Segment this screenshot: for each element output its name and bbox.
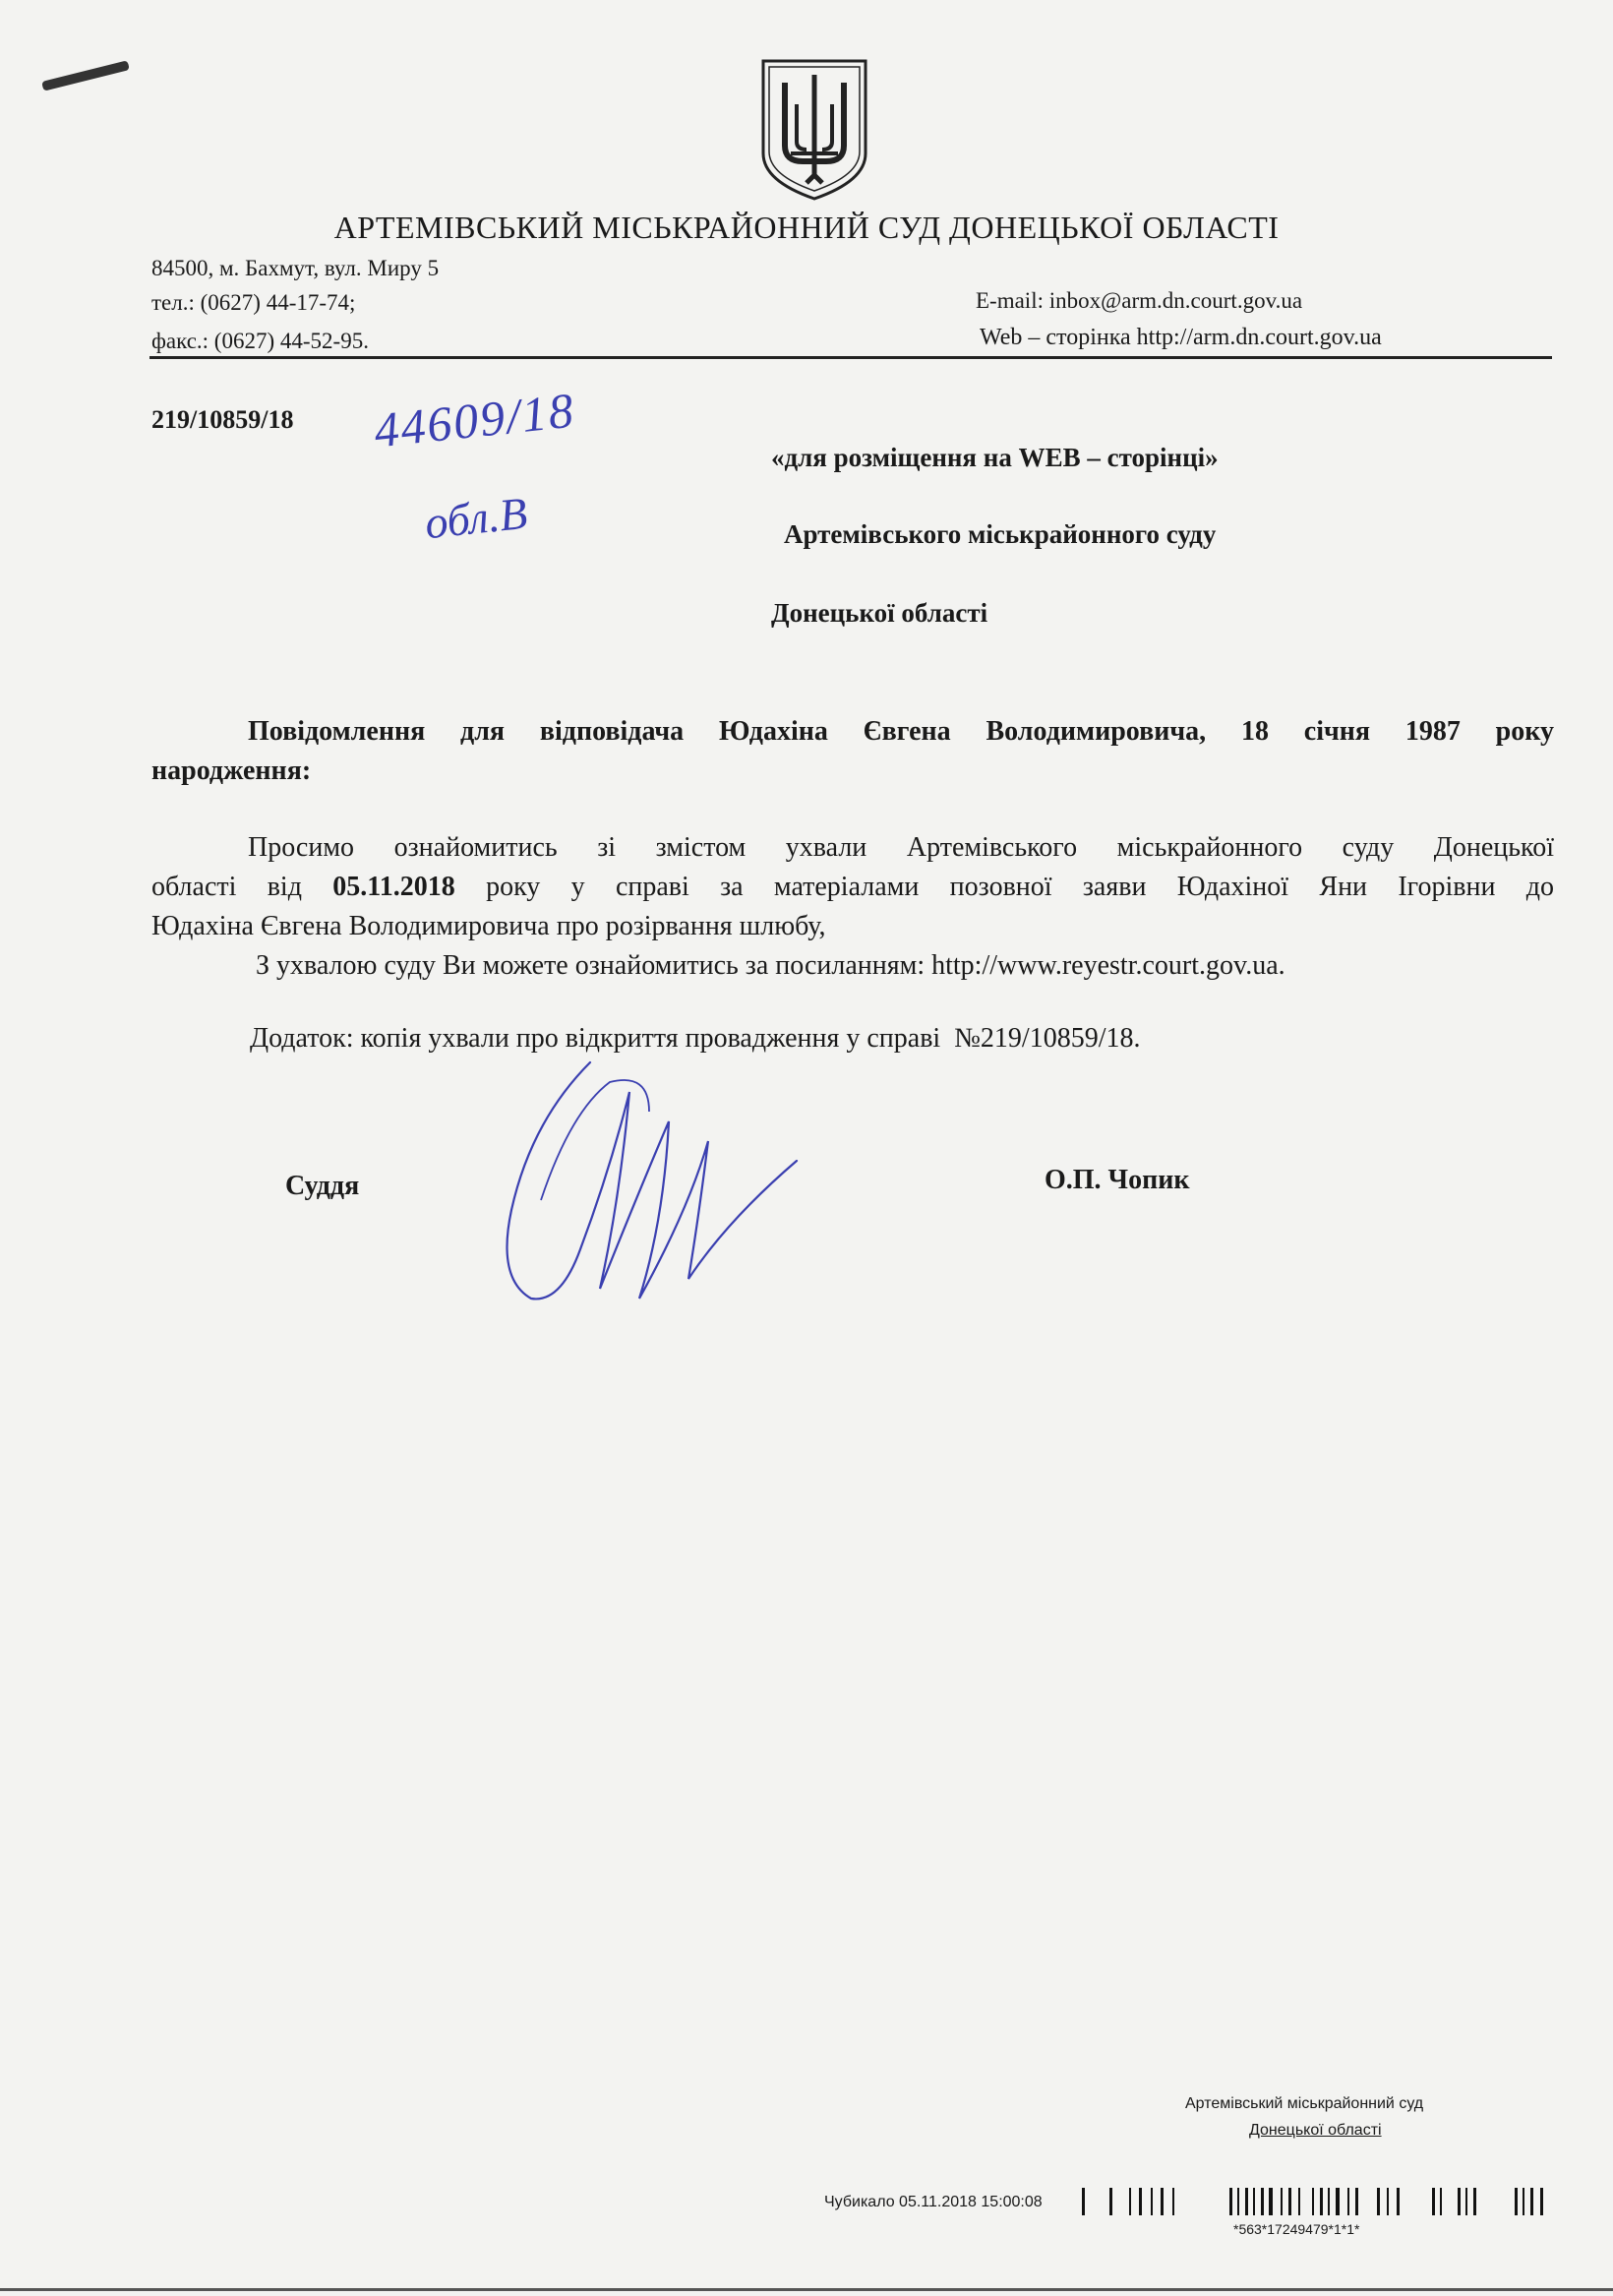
page-bottom-edge (0, 2288, 1613, 2291)
court-website: Web – сторінка http://arm.dn.court.gov.ua (980, 325, 1382, 350)
court-email: E-mail: inbox@arm.dn.court.gov.ua (976, 288, 1303, 313)
body-line-2-prefix: області від (151, 872, 333, 902)
judge-signature (472, 1053, 806, 1318)
coat-of-arms-icon (755, 55, 873, 203)
notice-heading (151, 712, 1554, 791)
attachment-note: Додаток: копія ухвали про відкриття провадження у справі №219/10859/18. (250, 1023, 1141, 1054)
court-title: АРТЕМІВСЬКИЙ МІСЬКРАЙОННИЙ СУД ДОНЕЦЬКОЇ ОБЛАСТІ (333, 210, 1280, 245)
judge-name: О.П. Чопик (1045, 1165, 1190, 1195)
court-phone: тел.: (0627) 44-17-74; (151, 290, 356, 315)
notice-body (151, 828, 1554, 986)
stamp-region: Донецької області (1249, 2122, 1382, 2139)
handwritten-note: обл.В (422, 487, 530, 549)
barcode (1082, 2184, 1564, 2219)
court-fax: факс.: (0627) 44-52-95. (151, 329, 369, 353)
barcode-text: *563*17249479*1*1* (1233, 2221, 1360, 2237)
handwritten-reference: 44609/18 (371, 382, 578, 458)
case-number: 219/10859/18 (151, 405, 294, 434)
scan-mark (41, 60, 130, 91)
body-line-2-suffix: року у справі за матеріалами позовної заяви Юдахіної Яни Ігорівни до (454, 872, 1555, 902)
body-line-3: Юдахіна Євгена Володимировича про розірвання шлюбу, (151, 911, 826, 941)
ruling-date: 05.11.2018 (332, 872, 455, 902)
body-line-2 (151, 868, 1554, 907)
body-line-4: З ухвалою суду Ви можете ознайомитись за посиланням: http://www.reyestr.court.gov.ua. (256, 950, 1285, 981)
addressee-line-1: «для розміщення на WEB – сторінці» (771, 443, 1219, 472)
header-divider (149, 356, 1552, 359)
addressee-line-3: Донецької області (771, 598, 988, 628)
notice-heading-line-2: народження: (151, 755, 312, 786)
addressee-line-2: Артемівського міськрайонного суду (784, 519, 1217, 549)
notice-heading-line-1: Повідомлення для відповідача Юдахіна Євгена Володимировича, 18 січня 1987 року (248, 716, 1554, 747)
stamp-registrar: Чубикало 05.11.2018 15:00:08 (824, 2194, 1043, 2210)
judge-label: Суддя (285, 1171, 360, 1201)
stamp-court-name: Артемівський міськрайонний суд (1185, 2095, 1424, 2112)
court-address: 84500, м. Бахмут, вул. Миру 5 (151, 256, 440, 280)
body-line-1: Просимо ознайомитись зі змістом ухвали Артемівського міськрайонного суду Донецької (248, 832, 1554, 863)
